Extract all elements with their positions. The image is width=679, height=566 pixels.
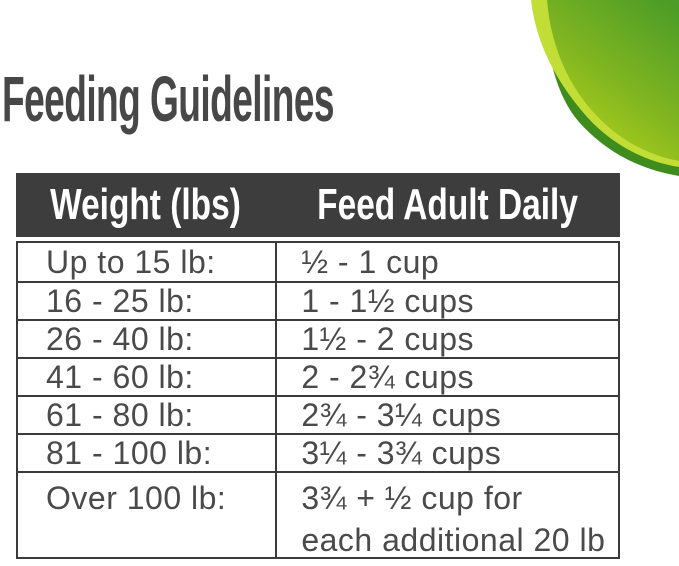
- column-header-weight: [16, 173, 275, 237]
- weight-cell: Up to 15 lb:: [46, 243, 216, 280]
- column-header-feed: [275, 173, 620, 237]
- feed-cell: 2¾ - 3¼ cups: [275, 397, 618, 433]
- feed-text-line-1: 3¾ + ½ cup for: [301, 480, 523, 516]
- table-row: [18, 433, 618, 471]
- feed-cell: [275, 473, 618, 557]
- table-row: [18, 357, 618, 395]
- feed-cell: 1½ - 2 cups: [275, 321, 618, 357]
- weight-cell: 41 - 60 lb:: [46, 359, 194, 395]
- weight-cell: 61 - 80 lb:: [46, 397, 194, 433]
- column-header-weight-label: Weight (lbs): [50, 180, 241, 229]
- table-row: [18, 471, 618, 557]
- weight-cell: Over 100 lb:: [46, 480, 227, 516]
- column-header-feed-label: Feed Adult Daily: [317, 180, 578, 229]
- page-title-text: Feeding Guidelines: [2, 63, 334, 135]
- feed-text-line-2: each additional 20 lb: [301, 521, 606, 557]
- table-body: [16, 241, 620, 559]
- feed-cell: 1 - 1½ cups: [275, 283, 618, 319]
- table-row: [18, 395, 618, 433]
- table-row: [18, 319, 618, 357]
- feed-cell: ½ - 1 cup: [275, 243, 618, 281]
- feed-cell: 2 - 2¾ cups: [275, 359, 618, 395]
- weight-cell: 81 - 100 lb:: [46, 435, 213, 471]
- feed-cell: 3¼ - 3¾ cups: [275, 435, 618, 471]
- weight-cell: 16 - 25 lb:: [46, 283, 194, 319]
- table-row: [18, 281, 618, 319]
- table-header-row: [16, 173, 620, 237]
- table-row: [18, 243, 618, 281]
- weight-cell: 26 - 40 lb:: [46, 321, 194, 357]
- feeding-table: [16, 173, 620, 559]
- page-title: [2, 62, 574, 136]
